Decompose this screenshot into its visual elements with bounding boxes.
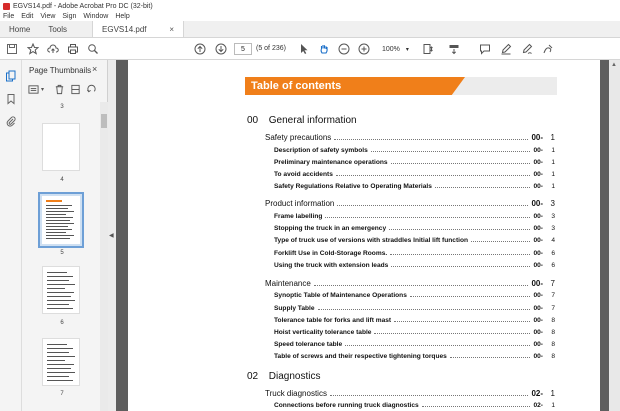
collapse-panel-arrow-icon[interactable]: ◀ (109, 233, 114, 239)
save-icon[interactable] (5, 42, 19, 56)
page-thumbnails-panel (22, 60, 108, 411)
toc-page-ref: 00- 1 (533, 159, 555, 166)
section-number: 00 (247, 115, 259, 126)
toc-entry-label: Using the truck with extension leads (274, 262, 389, 269)
toc-page-ref: 00- 7 (533, 292, 555, 299)
panel-title: Page Thumbnails (29, 66, 92, 75)
toc-entry-label: Description of safety symbols (274, 147, 368, 154)
next-page-icon[interactable] (214, 42, 228, 56)
close-panel-icon[interactable]: × (92, 64, 98, 74)
toc-entry-label: Safety Regulations Relative to Operating Materials (274, 183, 432, 190)
dot-leader (337, 205, 528, 206)
panel-splitter[interactable] (108, 60, 116, 411)
toc-entry-label: Preliminary maintenance operations (274, 159, 388, 166)
toc-group[interactable] (265, 389, 555, 398)
tab-tools[interactable]: Tools (48, 24, 68, 34)
dot-leader (334, 139, 528, 140)
window-title: EGVS14.pdf - Adobe Acrobat Pro DC (32-bit) (13, 2, 153, 10)
tab-document[interactable] (92, 21, 184, 37)
toc-entry[interactable] (274, 262, 555, 269)
toc-page-ref: 00- 4 (533, 237, 555, 244)
thumbnail-page-number: 6 (60, 320, 64, 326)
extract-pages-icon[interactable] (70, 84, 82, 96)
toc-page-ref: 02- 1 (533, 402, 555, 409)
dot-leader (314, 285, 529, 286)
toc-group-label: Maintenance (265, 279, 311, 288)
page-thumbnails-icon[interactable] (5, 70, 17, 82)
toc-page-ref: 00- 3 (533, 225, 555, 232)
document-scrollbar[interactable] (609, 60, 620, 411)
toc-page-ref: 00- 8 (533, 341, 555, 348)
page-number-input[interactable]: 5 (234, 43, 252, 55)
toc-page-ref: 00- 3 (533, 213, 555, 220)
page-count-label: (5 of 236) (256, 45, 286, 52)
tab-bar (0, 21, 620, 38)
toc-entry[interactable] (274, 183, 555, 190)
bookmark-star-icon[interactable] (26, 42, 40, 56)
toc-page-ref: 00- 1 (533, 183, 555, 190)
toc-entry[interactable] (274, 213, 555, 220)
dot-leader (394, 321, 530, 322)
upload-cloud-icon[interactable] (46, 42, 60, 56)
toc-entry[interactable] (274, 353, 555, 360)
toc-page-ref: 00- 1 (533, 147, 555, 154)
section-title (247, 371, 320, 382)
toc-entry[interactable] (274, 250, 555, 257)
toc-page-ref: 00- 7 (533, 305, 555, 312)
menu-view[interactable]: View (40, 13, 56, 20)
toc-entry-label: Speed tolerance table (274, 341, 343, 348)
toc-title: Table of contents (251, 80, 342, 92)
dot-leader (390, 254, 530, 255)
thumbnail-page-number: 4 (60, 177, 64, 183)
toc-page-ref: 00- 7 (531, 279, 555, 288)
toc-group[interactable] (265, 279, 555, 288)
toc-entry[interactable] (274, 292, 555, 299)
toc-entry-label: To avoid accidents (274, 171, 333, 178)
toc-page-ref: 00- 6 (533, 250, 555, 257)
toc-group[interactable] (265, 133, 555, 142)
toc-page-ref: 02- 1 (531, 389, 555, 398)
dot-leader (371, 151, 531, 152)
thumbnail-page-number: 3 (60, 104, 64, 110)
toc-page-ref: 00- 8 (533, 329, 555, 336)
dot-leader (330, 395, 528, 396)
highlight-pen-icon[interactable] (499, 42, 513, 56)
dot-leader (391, 266, 530, 267)
toc-entry-label: Type of truck use of versions with straddles Initial lift function (274, 237, 469, 244)
close-tab-icon[interactable]: × (169, 24, 175, 34)
toc-entry-label: Stopping the truck in an emergency (274, 225, 387, 232)
toc-page-ref: 00- 8 (533, 353, 555, 360)
thumbnail-options-icon[interactable] (28, 84, 40, 96)
select-cursor-icon[interactable] (297, 42, 311, 56)
toc-entry-label: Table of screws and their respective tightening torques (274, 353, 447, 360)
toc-group[interactable] (265, 199, 555, 208)
chevron-down-icon: ▾ (405, 46, 409, 53)
thumbnail-page-number: 5 (60, 250, 64, 256)
scroll-mode-icon[interactable] (447, 42, 461, 56)
dot-leader (345, 345, 530, 346)
menu-help[interactable]: Help (115, 13, 130, 20)
toc-entry[interactable] (274, 305, 555, 312)
dot-leader (325, 217, 530, 218)
toc-page-ref: 00- 1 (533, 171, 555, 178)
toc-entry[interactable] (274, 171, 555, 178)
dot-leader (336, 175, 531, 176)
page-thumbnail-4[interactable] (42, 123, 80, 171)
delete-page-icon[interactable] (54, 84, 66, 96)
dot-leader (391, 163, 531, 164)
dot-leader (389, 229, 530, 230)
print-icon[interactable] (66, 42, 80, 56)
hand-tool-icon[interactable] (317, 42, 331, 56)
toc-page-ref: 00- 1 (531, 133, 555, 142)
zoom-level-dropdown[interactable] (378, 43, 412, 55)
thumbnail-page-number: 7 (60, 391, 64, 397)
dot-leader (450, 357, 531, 358)
comment-icon[interactable] (478, 42, 492, 56)
scrollbar-thumb[interactable] (101, 114, 107, 128)
toc-entry-label: Forklift Use in Cold-Storage Rooms. (274, 250, 388, 257)
tab-home[interactable]: Home (9, 24, 31, 34)
thumbnail-scrollbar[interactable] (100, 102, 108, 411)
toc-page-ref: 00- 3 (531, 199, 555, 208)
page-thumbnail-5-selected[interactable] (38, 192, 84, 248)
search-icon[interactable] (86, 42, 100, 56)
scroll-up-icon[interactable]: ▲ (611, 62, 617, 68)
dot-leader (318, 309, 531, 310)
toc-entry[interactable] (274, 237, 555, 244)
toc-entry-label: Synoptic Table of Maintenance Operations (274, 292, 407, 299)
toc-header-bar (245, 77, 559, 95)
main-toolbar (0, 38, 620, 60)
toc-group-label: Truck diagnostics (265, 389, 327, 398)
previous-page-icon[interactable] (193, 42, 207, 56)
chevron-down-icon[interactable]: ▾ (41, 87, 45, 93)
sign-stamp-icon[interactable] (541, 42, 555, 56)
toc-entry-label: Tolerance table for forks and lift mast (274, 317, 392, 324)
page-thumbnail-7[interactable] (42, 338, 80, 386)
page-thumbnail-6[interactable] (42, 266, 80, 314)
thumbnail-toolbar (26, 82, 106, 98)
toc-group-label: Safety precautions (265, 133, 332, 142)
attachment-paperclip-icon[interactable] (5, 115, 17, 127)
menu-sign[interactable]: Sign (62, 13, 77, 20)
zoom-out-icon[interactable] (337, 42, 351, 56)
window-titlebar (0, 0, 620, 12)
toc-entry[interactable] (274, 317, 555, 324)
dot-leader (410, 296, 531, 297)
dot-leader (422, 406, 531, 407)
toc-entry[interactable] (274, 341, 555, 348)
toc-entry[interactable] (274, 329, 555, 336)
toc-group-label: Product information (265, 199, 335, 208)
toc-entry-label: Hoist verticality tolerance table (274, 329, 372, 336)
dot-leader (374, 333, 530, 334)
toc-entry[interactable] (274, 402, 555, 409)
toc-entry-label: Connections before running truck diagnostics (274, 402, 419, 409)
section-title (247, 115, 357, 126)
fit-page-icon[interactable] (421, 42, 435, 56)
tab-document-label: EGVS14.pdf (102, 24, 147, 34)
rotate-page-icon[interactable] (86, 84, 98, 96)
toc-page-ref: 00- 8 (533, 317, 555, 324)
toc-entry-label: Supply Table (274, 305, 315, 312)
menu-edit[interactable]: Edit (21, 13, 34, 20)
menu-window[interactable]: Window (83, 13, 109, 20)
bookmark-icon[interactable] (5, 93, 17, 105)
section-label: Diagnostics (268, 371, 321, 382)
acrobat-app-icon (3, 3, 10, 10)
section-number: 02 (247, 371, 259, 382)
draw-tool-icon[interactable] (520, 42, 534, 56)
menu-file[interactable]: File (3, 13, 15, 20)
section-label: General information (268, 115, 357, 126)
toc-entry-label: Frame labelling (274, 213, 323, 220)
toc-page-ref: 00- 6 (533, 262, 555, 269)
navigation-rail (0, 60, 22, 411)
menu-bar (0, 12, 620, 21)
dot-leader (471, 241, 530, 242)
zoom-in-icon[interactable] (357, 42, 371, 56)
zoom-level-value: 100% (382, 45, 400, 53)
dot-leader (435, 187, 531, 188)
toc-entry[interactable] (274, 225, 555, 232)
toc-entry[interactable] (274, 159, 555, 166)
toc-entry[interactable] (274, 147, 555, 154)
